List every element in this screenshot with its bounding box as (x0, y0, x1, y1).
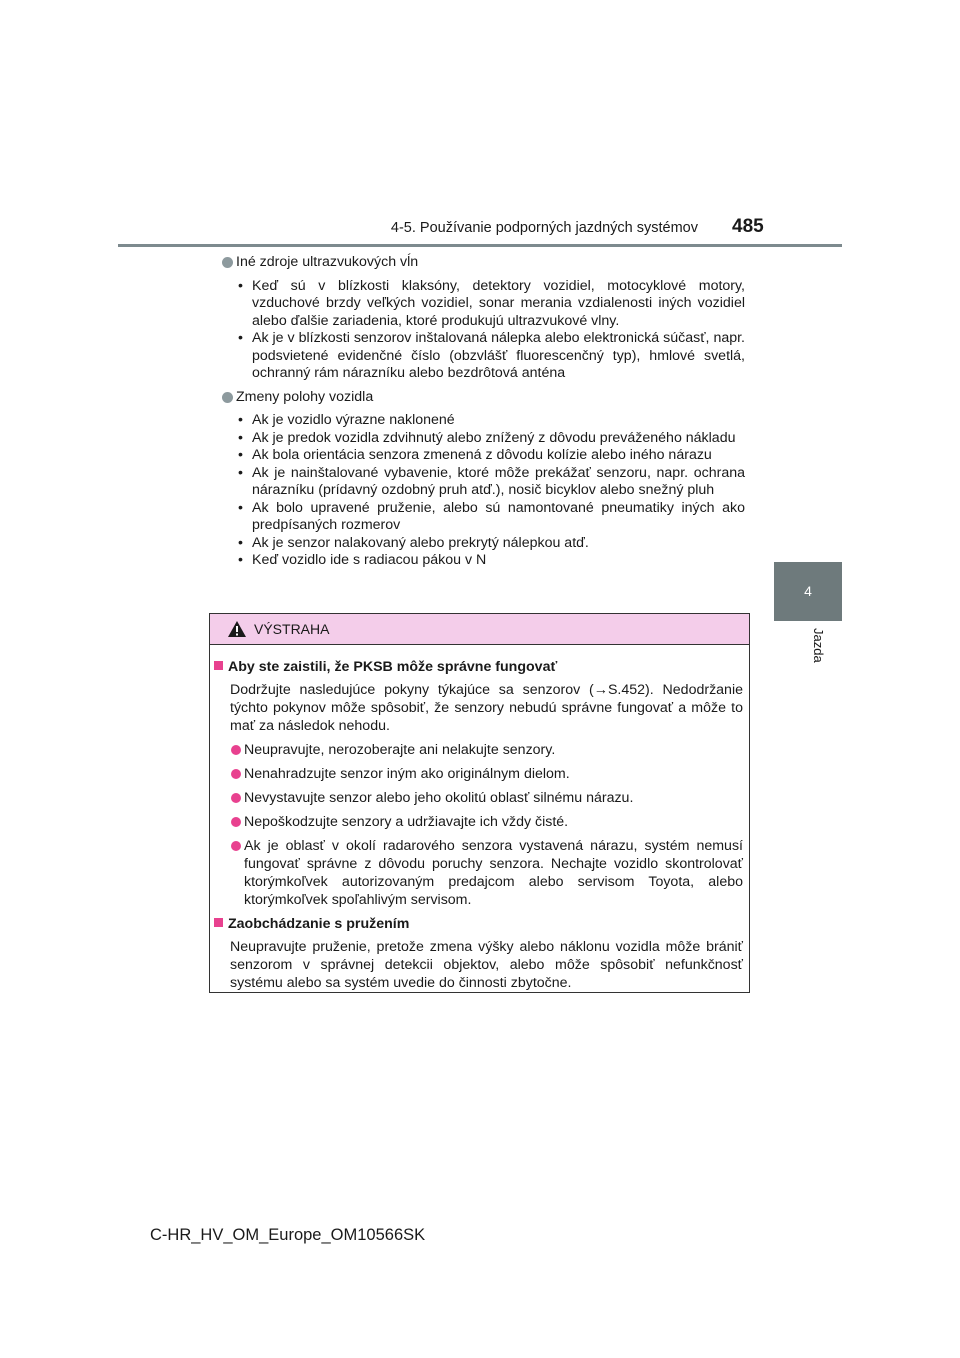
bullet-dot-icon (231, 745, 241, 755)
list-item: • Ak je v blízkosti senzorov inštalovaná nálepka alebo elektronická súčasť, napr. podsvietené evidenčné číslo (obzvlášť fluorescenčný typ), hmlové svetlá, ochranný rám nárazníku alebo bezdrôtová anténa (238, 330, 745, 381)
warning-section-heading: Zaobchádzanie s pružením (214, 915, 743, 933)
bullet-heading: Iné zdroje ultrazvukových vĺn (222, 254, 745, 272)
bullet-dot-icon (231, 793, 241, 803)
warning-triangle-icon (227, 620, 247, 638)
chapter-tab[interactable]: 4 (774, 562, 842, 621)
main-content (222, 254, 745, 576)
bullet-dot-icon (231, 841, 241, 851)
warning-item: Ak je oblasť v okolí radarového senzora vystavená nárazu, systém nemusí fungovať správne z dôvodu poruchy senzora. Nechajte vozidlo skontrolovať ktorýmkoľvek autorizovaným predajcom alebo servisom Toyota, alebo ktorýmkoľvek spoľahlivým servisom. (214, 837, 743, 909)
list-item: • Keď sú v blízkosti klaksóny, detektory vozidiel, motocyklové motory, vzduchové brzdy veľkých vozidiel, sonar merania vzdialenosti iných vozidiel alebo ďalšie zariadenia, ktoré produkujú ultrazvukové vlny. (238, 277, 745, 329)
list-item: • Ak je senzor nalakovaný alebo prekrytý nálepkou atď. (238, 534, 589, 551)
list-item: • Ak je vozidlo výrazne naklonené (238, 412, 455, 428)
sub-list (222, 412, 745, 570)
footer-code: C-HR_HV_OM_Europe_OM10566SK (150, 1226, 426, 1244)
square-bullet-icon (214, 918, 223, 927)
list-item: • Ak bolo upravené pruženie, alebo sú namontované pneumatiky iných ako predpísaných rozmerov (238, 499, 745, 533)
warning-body (210, 645, 749, 992)
warning-box (209, 613, 750, 993)
header-rule (118, 244, 842, 247)
warning-header (210, 614, 749, 645)
warning-item: Nepoškodzujte senzory a udržiavajte ich vždy čisté. (214, 813, 743, 831)
list-item: • Ak je predok vozidla zdvihnutý alebo znížený z dôvodu preváženého nákladu (238, 429, 736, 446)
bullet-dot-icon (231, 817, 241, 827)
list-item: • Ak bola orientácia senzora zmenená z dôvodu kolízie alebo iného nárazu (238, 447, 712, 463)
page-number: 485 (732, 216, 764, 237)
bullet-dot-icon (231, 769, 241, 779)
bullet-dot-icon (222, 392, 233, 403)
section-title: 4-5. Používanie podporných jazdných systémov (390, 220, 698, 236)
bullet-heading: Zmeny polohy vozidla (222, 389, 745, 407)
chapter-tab-label: Jazda (811, 628, 826, 663)
warning-item: Neupravujte, nerozoberajte ani nelakujte senzory. (214, 741, 743, 759)
sub-list (222, 278, 745, 383)
warning-paragraph: Neupravujte pruženie, pretože zmena výšky alebo náklonu vozidla môže brániť senzorom v správnej detekcii objektov, alebo môže spôsobiť nefunkčnosť systému alebo sa systém uvedie do činnosti zbytočne. (230, 939, 743, 991)
warning-item: Nenahradzujte senzor iným ako originálnym dielom. (214, 765, 743, 783)
square-bullet-icon (214, 661, 223, 670)
warning-item: Nevystavujte senzor alebo jeho okolitú oblasť silnému nárazu. (214, 789, 743, 807)
warning-label: VÝSTRAHA (254, 621, 330, 637)
list-item: • Ak je nainštalované vybavenie, ktoré môže prekážať senzoru, napr. ochrana nárazníku (prídavný ozdobný pruh atď.), nosič bicyklov alebo snežný pluh (238, 464, 745, 498)
warning-paragraph: Dodržujte nasledujúce pokyny týkajúce sa senzorov (→S.452). Nedodržanie týchto pokynov môže spôsobiť, že senzory nebudú správne fungovať a môže to mať za následok nehodu. (230, 682, 743, 734)
warning-section-heading: Aby ste zaistili, že PKSB môže správne fungovať (214, 658, 743, 676)
list-item: • Keď vozidlo ide s radiacou pákou v N (238, 552, 487, 568)
bullet-dot-icon (222, 257, 233, 268)
